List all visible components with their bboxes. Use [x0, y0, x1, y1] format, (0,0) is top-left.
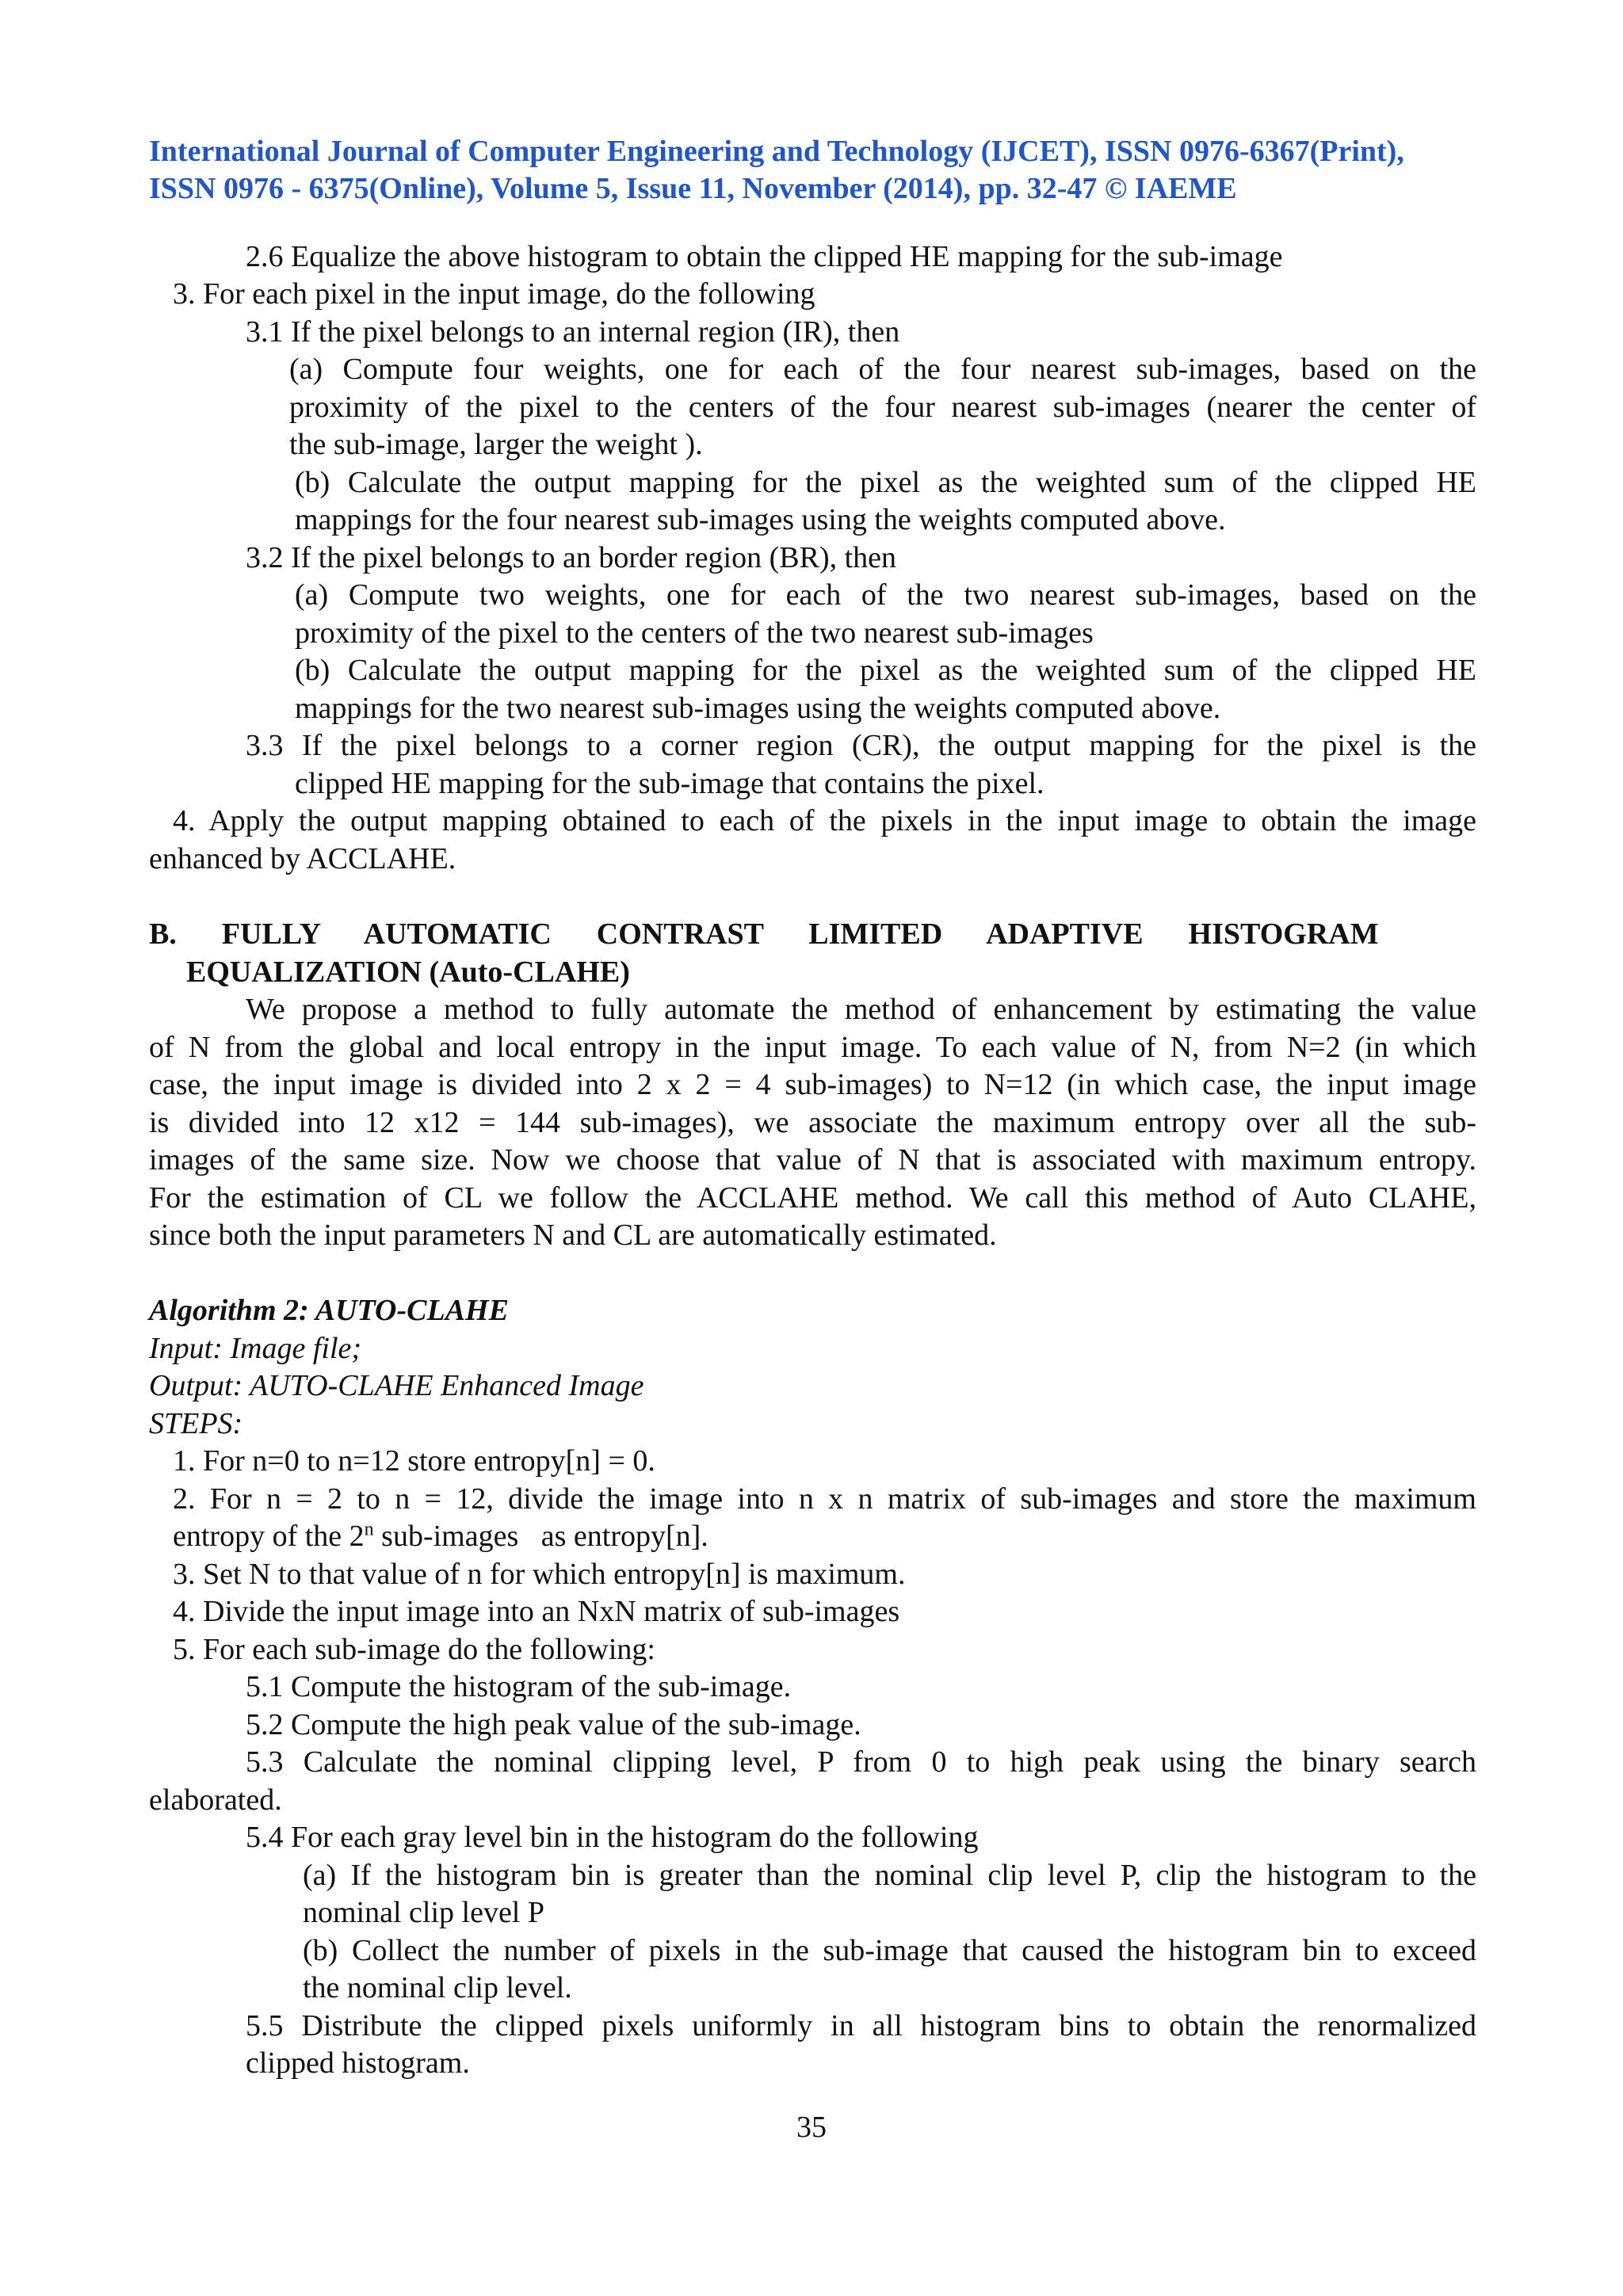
section-b-heading-line-2: EQUALIZATION (Auto-CLAHE) — [186, 955, 630, 989]
section-b-paragraph-line-4: is divided into 12 x12 = 144 sub-images), we associate the maximum entropy over all the sub- — [149, 1106, 1476, 1139]
algorithm-2-title: Algorithm 2: AUTO-CLAHE — [149, 1294, 509, 1327]
section-b-paragraph-line-7: since both the input parameters N and CL are automatically estimated. — [149, 1219, 997, 1252]
section-b-paragraph-line-2: of N from the global and local entropy in the input image. To each value of N, from N=2 (in which — [149, 1031, 1476, 1064]
section-b-paragraph-line-6: For the estimation of CL we follow the ACCLAHE method. We call this method of Auto CLAHE, — [149, 1181, 1476, 1215]
algo2-step-2-line-2 — [173, 1518, 708, 1556]
algo2-step-5-5-line-2: clipped histogram. — [246, 2046, 470, 2080]
step-3-1-a-line-2: proximity of the pixel to the centers of the four nearest sub-images (nearer the center of — [289, 391, 1476, 424]
algo2-step-3: 3. Set N to that value of n for which entropy[n] is maximum. — [173, 1558, 906, 1591]
algo2-step-5-4-b-line-1: (b) Collect the number of pixels in the sub-image that caused the histogram bin to exceed — [303, 1934, 1476, 1967]
step-3: 3. For each pixel in the input image, do the following — [173, 277, 815, 311]
step-3-2-a-line-1: (a) Compute two weights, one for each of the two nearest sub-images, based on the — [295, 578, 1476, 612]
section-b-paragraph-line-3: case, the input image is divided into 2 x 2 = 4 sub-images) to N=12 (in which case, the input image — [149, 1068, 1476, 1101]
step-3-2-b-line-2: mappings for the two nearest sub-images using the weights computed above. — [295, 692, 1221, 725]
step-3-3-line-2: clipped HE mapping for the sub-image that contains the pixel. — [295, 767, 1044, 800]
algo2-step-4: 4. Divide the input image into an NxN matrix of sub-images — [173, 1595, 900, 1628]
step-3-2-a-line-2: proximity of the pixel to the centers of the two nearest sub-images — [295, 616, 1094, 650]
algo2-step-5-4: 5.4 For each gray level bin in the histogram do the following — [246, 1821, 979, 1854]
step-3-2: 3.2 If the pixel belongs to an border region (BR), then — [246, 541, 897, 574]
journal-header-line-2: ISSN 0976 - 6375(Online), Volume 5, Issue 11, November (2014), pp. 32-47 © IAEME — [149, 172, 1237, 205]
algo2-step-2-line-1: 2. For n = 2 to n = 12, divide the image into n x n matrix of sub-images and store the maximum — [173, 1482, 1476, 1516]
section-b-heading-line-1: B. FULLY AUTOMATIC CONTRAST LIMITED ADAPTIVE HISTOGRAM — [149, 917, 1379, 951]
algo2-step-5-4-b-line-2: the nominal clip level. — [303, 1971, 572, 2004]
algo2-step-1: 1. For n=0 to n=12 store entropy[n] = 0. — [173, 1444, 655, 1478]
section-b-paragraph-line-5: images of the same size. Now we choose that value of N that is associated with maximum entropy. — [149, 1143, 1476, 1177]
page-number: 35 — [796, 2111, 827, 2144]
algo2-step-5-1: 5.1 Compute the histogram of the sub-image. — [246, 1670, 792, 1703]
section-b-paragraph-line-1: We propose a method to fully automate the method of enhancement by estimating the value — [246, 993, 1476, 1026]
algorithm-2-output: Output: AUTO-CLAHE Enhanced Image — [149, 1369, 644, 1402]
step-3-1-b-line-2: mappings for the four nearest sub-images using the weights computed above. — [295, 503, 1226, 536]
algo2-step-5-4-a-line-1: (a) If the histogram bin is greater than the nominal clip level P, clip the histogram to the — [303, 1859, 1476, 1892]
algorithm-2-input: Input: Image file; — [149, 1332, 362, 1365]
step-4-line-2: enhanced by ACCLAHE. — [149, 842, 456, 875]
step-3-1-b-line-1: (b) Calculate the output mapping for the pixel as the weighted sum of the clipped HE — [295, 466, 1476, 499]
step-3-3-line-1: 3.3 If the pixel belongs to a corner region (CR), the output mapping for the pixel is the — [246, 729, 1476, 762]
step-3-1-a-line-1: (a) Compute four weights, one for each of the four nearest sub-images, based on the — [289, 353, 1476, 386]
step-3-2-b-line-1: (b) Calculate the output mapping for the pixel as the weighted sum of the clipped HE — [295, 654, 1476, 687]
step-3-1-a-line-3: the sub-image, larger the weight ). — [289, 428, 703, 461]
algo2-step-2-text-b: sub-images as entropy[n]. — [373, 1520, 708, 1553]
superscript-n: n — [364, 1519, 374, 1540]
algo2-step-5-3-line-2: elaborated. — [149, 1783, 282, 1817]
step-3-1: 3.1 If the pixel belongs to an internal region (IR), then — [246, 315, 900, 349]
algo2-step-5-3-line-1: 5.3 Calculate the nominal clipping level, P from 0 to high peak using the binary search — [246, 1745, 1476, 1779]
algorithm-2-steps-label: STEPS: — [149, 1407, 243, 1440]
algo2-step-5-4-a-line-2: nominal clip level P — [303, 1896, 545, 1929]
journal-header-line-1: International Journal of Computer Engineering and Technology (IJCET), ISSN 0976-6367(Print), — [149, 135, 1404, 168]
algo2-step-5-5-line-1: 5.5 Distribute the clipped pixels uniformly in all histogram bins to obtain the renormalized — [246, 2009, 1476, 2042]
algo2-step-2-text-a: entropy of the 2 — [173, 1520, 365, 1553]
algo2-step-5-2: 5.2 Compute the high peak value of the sub-image. — [246, 1708, 861, 1741]
step-2-6: 2.6 Equalize the above histogram to obtain the clipped HE mapping for the sub-image — [246, 240, 1283, 273]
step-4-line-1: 4. Apply the output mapping obtained to each of the pixels in the input image to obtain the image — [173, 804, 1476, 837]
algo2-step-5: 5. For each sub-image do the following: — [173, 1633, 655, 1666]
